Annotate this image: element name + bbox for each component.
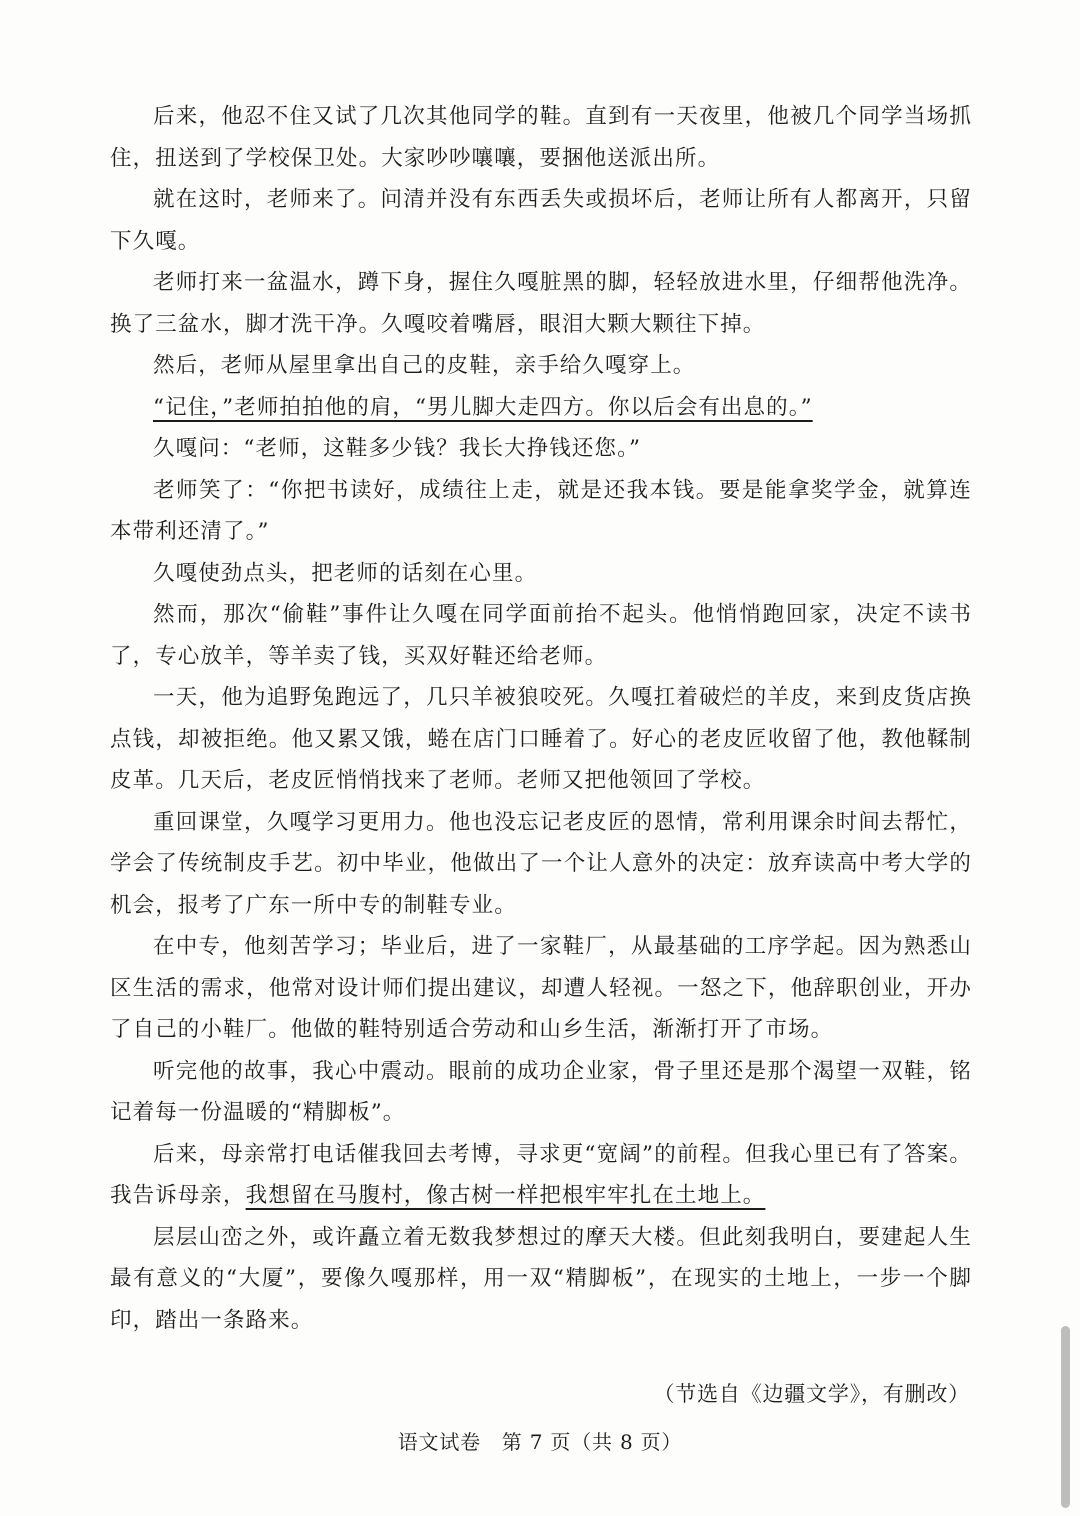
paragraph [110, 470, 972, 553]
paragraph [110, 262, 972, 345]
paragraph-text: 久嘎使劲点头，把老师的话刻在心里。 [153, 560, 538, 586]
paragraph [110, 553, 972, 595]
paragraph [110, 96, 972, 179]
paragraph [110, 1134, 972, 1217]
paragraph [110, 428, 972, 470]
scrollbar-thumb[interactable] [1061, 1326, 1070, 1508]
underlined-text: 我想留在马腹村，像古树一样把根牢牢扎在土地上。 [245, 1183, 766, 1208]
source-note: （节选自《边疆文学》，有删改） [653, 1382, 970, 1406]
paragraph-text: 老师笑了：“你把书读好，成绩往上走，就是还我本钱。要是能拿奖学金，就算连本带利还清了。” [110, 477, 972, 544]
paragraph [110, 926, 972, 1051]
paragraph-text: 在中专，他刻苦学习；毕业后，进了一家鞋厂，从最基础的工序学起。因为熟悉山区生活的需求，他常对设计师们提出建议，却遭人轻视。一怒之下，他辞职创业，开办了自己的小鞋厂。他做的鞋特别适合劳动和山乡生活，渐渐打开了市场。 [110, 934, 972, 1042]
paragraph-text: 后来，他忍不住又试了几次其他同学的鞋。直到有一天夜里，他被几个同学当场抓住，扭送到了学校保卫处。大家吵吵嚷嚷，要捆他送派出所。 [110, 104, 972, 171]
paragraph-text: 老师打来一盆温水，蹲下身，握住久嘎脏黑的脚，轻轻放进水里，仔细帮他洗净。换了三盆水，脚才洗干净。久嘎咬着嘴唇，眼泪大颗大颗往下掉。 [110, 270, 972, 337]
page-footer: 语文试卷 第 7 页（共 8 页） [397, 1430, 683, 1454]
paragraph-text: 听完他的故事，我心中震动。眼前的成功企业家，骨子里还是那个渴望一双鞋，铭记着每一份温暖的“精脚板”。 [110, 1058, 972, 1125]
paragraph-text: 然而，那次“偷鞋”事件让久嘎在同学面前抬不起头。他悄悄跑回家，决定不读书了，专心放羊，等羊卖了钱，买双好鞋还给老师。 [110, 602, 972, 669]
paragraph [110, 179, 972, 262]
paragraph [110, 1051, 972, 1134]
paragraph-text: 一天，他为追野兔跑远了，几只羊被狼咬死。久嘎扛着破烂的羊皮，来到皮货店换点钱，却被拒绝。他又累又饿，蜷在店门口睡着了。好心的老皮匠收留了他，教他鞣制皮革。几天后，老皮匠悄悄找来了老师。老师又把他领回了学校。 [110, 685, 972, 793]
paragraph [110, 345, 972, 387]
paragraph-text: 重回课堂，久嘎学习更用力。他也没忘记老皮匠的恩情，常利用课余时间去帮忙，学会了传统制皮手艺。初中毕业，他做出了一个让人意外的决定：放弃读高中考大学的机会，报考了广东一所中专的制鞋专业。 [110, 809, 972, 918]
paragraph-text: 层层山峦之外，或许矗立着无数我梦想过的摩天大楼。但此刻我明白，要建起人生最有意义的“大厦”，要像久嘎那样，用一双“精脚板”，在现实的土地上，一步一个脚印，踏出一条路来。 [110, 1224, 972, 1333]
underlined-text: “记住，”老师拍拍他的肩，“男儿脚大走四方。你以后会有出息的。” [153, 394, 813, 420]
paragraph [110, 387, 972, 429]
paragraph-text: 然后，老师从屋里拿出自己的皮鞋，亲手给久嘎穿上。 [153, 353, 696, 378]
paragraph [110, 1217, 972, 1342]
paragraph-text: 后来，母亲常打电话催我回去考博，寻求更“宽阔”的前程。但我心里已有了答案。我告诉母亲， [110, 1141, 972, 1208]
paragraph [110, 677, 972, 802]
article-body [110, 96, 972, 1341]
paragraph [110, 594, 972, 677]
paragraph-text: 久嘎问：“老师，这鞋多少钱？我长大挣钱还您。” [153, 436, 642, 461]
paragraph-text: 就在这时，老师来了。问清并没有东西丢失或损坏后，老师让所有人都离开，只留下久嘎。 [110, 187, 972, 254]
paragraph [110, 802, 972, 927]
